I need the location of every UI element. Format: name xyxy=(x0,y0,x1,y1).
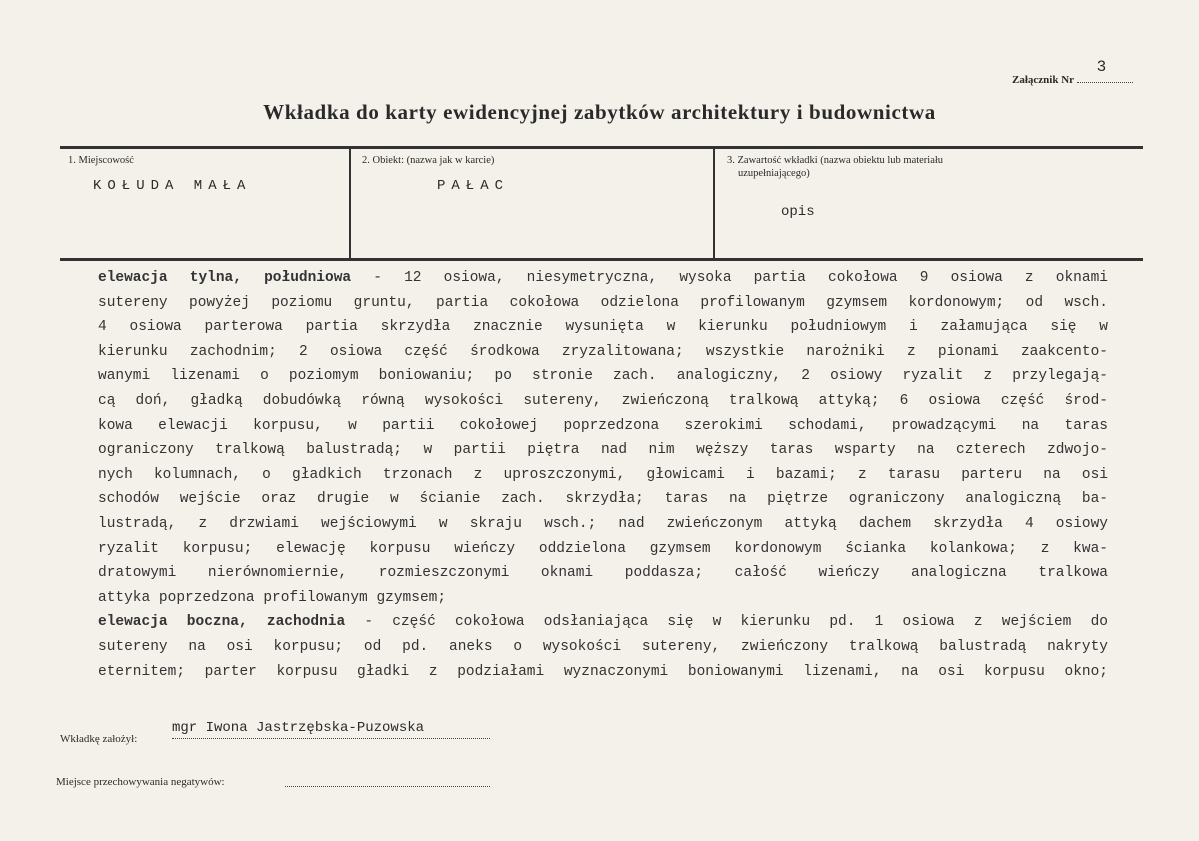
content-label-line-2: uzupełniającego) xyxy=(738,168,810,179)
text-line: sutereny powyżej poziomu gruntu, partia cokołowa odzielona profilowanym gzymsem kordonowym; od wsch. xyxy=(98,294,1108,311)
description-text xyxy=(98,266,1108,684)
text-line xyxy=(98,610,1108,635)
text-line: dratowymi nierównomiernie, rozmieszczonymi oknami poddasza; całość wieńczy analogiczna tralkowa xyxy=(98,565,1108,582)
content-label-line-1: 3. Zawartość wkładki (nazwa obiektu lub materiału xyxy=(727,155,944,166)
text-line: ograniczony tralkową balustradą; w partii piętra nad nim węższy taras wsparty na czterech zdwojo- xyxy=(98,442,1108,459)
section1-heading: elewacja tylna, południowa xyxy=(98,270,352,286)
section2-heading: elewacja boczna, zachodnia xyxy=(98,614,346,631)
content-label xyxy=(727,154,943,180)
place-value: KOŁUDA MAŁA xyxy=(93,178,252,194)
document-title: Wkładka do karty ewidencyjnej zabytków architektury i budownictwa xyxy=(263,100,936,124)
author-label: Wkładkę założył: xyxy=(60,733,138,745)
text-line: schodów wejście oraz drugie w ścianie zach. skrzydła; taras na piętrze ograniczony analogiczną ba- xyxy=(98,491,1108,508)
column-divider-2 xyxy=(713,148,715,260)
text-line: nych kolumnach, o gładkich trzonach z uproszczonymi, głowicami i bazami; z tarasu parteru na osi xyxy=(98,466,1108,483)
text-line-content: - 12 osiowa, niesymetryczna, wysoka partia cokołowa 9 osiowa z oknami xyxy=(351,270,1108,286)
author-value: mgr Iwona Jastrzębska-Puzowska xyxy=(172,720,490,739)
text-line: eternitem; parter korpusu gładki z podziałami wyznaczonymi boniowanymi lizenami, na osi korpusu okno; xyxy=(98,663,1108,680)
annex-number xyxy=(1012,58,1133,86)
text-line: lustradą, z drzwiami wejściowymi w skraju wsch.; nad zwieńczonym attyką dachem skrzydła 4 osiowy xyxy=(98,515,1108,532)
annex-label: Załącznik Nr xyxy=(1012,74,1074,86)
text-line: kowa elewacji korpusu, w partii cokołowej poprzedzona szerokimi schodami, prowadzącymi na taras xyxy=(98,417,1108,434)
top-rule xyxy=(60,146,1143,149)
text-line: 4 osiowa parterowa partia skrzydła znacznie wysunięta w kierunku południowym i załamująca się w xyxy=(98,319,1108,336)
object-label: 2. Obiekt: (nazwa jak w karcie) xyxy=(362,155,495,166)
text-line xyxy=(98,266,1108,291)
text-line: cą doń, gładką dobudówką równą wysokości sutereny, zwieńczoną tralkową attyką; 6 osiowa część środ- xyxy=(98,392,1108,409)
object-value: PAŁAC xyxy=(437,178,510,194)
text-line: kierunku zachodnim; 2 osiowa część środkowa zryzalitowana; wszystkie narożniki z pionami zaakcento- xyxy=(98,343,1108,360)
text-line: sutereny na osi korpusu; od pd. aneks o wysokości sutereny, zwieńczony tralkową balustradą nakryty xyxy=(98,638,1108,655)
annex-dotted-line xyxy=(1077,58,1133,83)
place-label: 1. Miejscowość xyxy=(68,155,134,166)
content-value: opis xyxy=(781,204,815,220)
text-line: attyka poprzedzona profilowanym gzymsem; xyxy=(98,589,447,606)
negatives-label: Miejsce przechowywania negatywów: xyxy=(56,776,225,788)
negatives-dotted-line xyxy=(285,777,490,787)
column-divider-1 xyxy=(349,148,351,260)
text-line: wanymi lizenami o poziomym boniowaniu; po stronie zach. analogiczny, 2 osiowy ryzalit z przylegają- xyxy=(98,368,1108,385)
text-line-content: - część cokołowa odsłaniająca się w kierunku pd. 1 osiowa z wejściem do xyxy=(345,614,1108,631)
annex-number-value: 3 xyxy=(1096,58,1107,76)
bottom-rule xyxy=(60,258,1143,261)
text-line: ryzalit korpusu; elewację korpusu wieńczy oddzielona gzymsem kordonowym ścianka kolankowa; z kwa- xyxy=(98,540,1108,557)
